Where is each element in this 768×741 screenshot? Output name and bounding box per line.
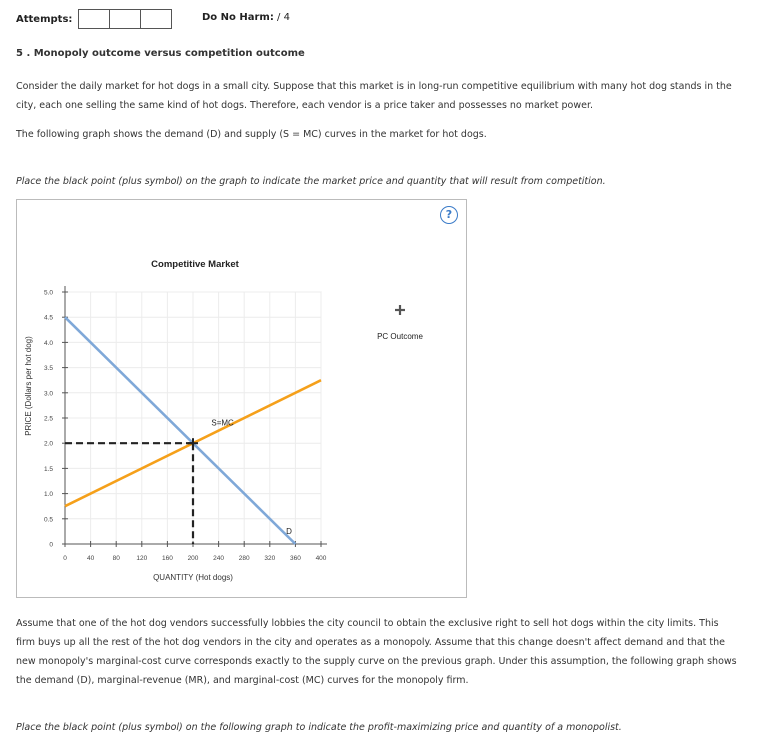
attempt-box [110, 10, 141, 28]
monopoly-line: Assume that one of the hot dog vendors successfully lobbies the city council to obtain the exclusive right to sell hot dogs within the city limits. This [16, 618, 719, 629]
competitive-market-chart[interactable] [17, 200, 466, 597]
question-title: 5 . Monopoly outcome versus competition outcome [16, 48, 305, 59]
assignment-label: Do No Harm: [202, 12, 274, 23]
intro-line: Consider the daily market for hot dogs in a small city. Suppose that this market is in long-run competitive equilibrium with many hot dog stands in the [16, 81, 732, 92]
attempts-bar [16, 8, 172, 30]
y-tick-label: 0 [49, 541, 53, 549]
y-tick-label: 0.5 [43, 516, 53, 524]
y-tick-label: 1.0 [43, 491, 53, 499]
monopoly-line: the demand (D), marginal-revenue (MR), and marginal-cost (MC) curves for the monopoly firm. [16, 675, 469, 686]
instruction-monopoly: Place the black point (plus symbol) on the following graph to indicate the profit-maximizing price and quantity of a monopolist. [16, 722, 622, 733]
palette-label: PC Outcome [377, 332, 423, 341]
x-tick-label: 400 [315, 555, 327, 562]
intro-line: city, each one selling the same kind of hot dogs. Therefore, each vendor is a price taker and possesses no market power. [16, 100, 594, 111]
y-tick-label: 2.0 [43, 440, 53, 448]
point-palette [377, 305, 423, 341]
intro-paragraph [16, 77, 756, 115]
x-tick-label: 120 [136, 555, 148, 562]
y-tick-label: 4.5 [43, 314, 53, 322]
x-tick-label: 80 [112, 555, 120, 562]
chart-title: Competitive Market [151, 259, 239, 270]
assignment-score [202, 12, 290, 23]
x-tick-label: 200 [187, 555, 199, 562]
monopoly-paragraph [16, 614, 756, 690]
demand-label: D [286, 526, 292, 536]
y-tick-label: 5.0 [43, 289, 53, 297]
y-tick-label: 3.0 [43, 390, 53, 398]
instruction-competition: Place the black point (plus symbol) on the graph to indicate the market price and quantity that will result from competition. [16, 176, 606, 187]
y-tick-label: 1.5 [43, 465, 53, 473]
y-axis-label: PRICE (Dollars per hot dog) [24, 336, 33, 436]
graph-description: The following graph shows the demand (D) and supply (S = MC) curves in the market for hot dogs. [16, 129, 487, 140]
attempt-box [141, 10, 171, 28]
attempt-box [79, 10, 110, 28]
x-tick-label: 40 [86, 555, 95, 562]
y-tick-label: 4.0 [43, 339, 53, 347]
plot-grid [65, 292, 321, 544]
graph-panel [16, 199, 467, 598]
attempt-boxes [78, 9, 172, 29]
x-axis-label: QUANTITY (Hot dogs) [153, 573, 233, 582]
monopoly-line: firm buys up all the rest of the hot dog vendors in the city and operates as a monopoly. Assume that this change doesn't affect demand and that the [16, 637, 726, 648]
y-tick-label: 2.5 [43, 415, 53, 423]
x-tick-label: 240 [213, 555, 225, 562]
supply-label: S=MC [211, 418, 234, 428]
assignment-value: / 4 [277, 12, 290, 23]
x-tick-label: 280 [238, 555, 250, 562]
x-tick-label: 360 [289, 555, 301, 562]
x-tick-label: 0 [63, 555, 67, 562]
x-tick-label: 320 [264, 555, 276, 562]
help-icon[interactable]: ? [440, 206, 458, 224]
y-tick-label: 3.5 [43, 365, 53, 373]
attempts-label: Attempts: [16, 13, 73, 25]
monopoly-line: new monopoly's marginal-cost curve corresponds exactly to the supply curve on the previous graph. Under this assumption, the following graph shows [16, 656, 737, 667]
x-tick-label: 160 [161, 555, 173, 562]
